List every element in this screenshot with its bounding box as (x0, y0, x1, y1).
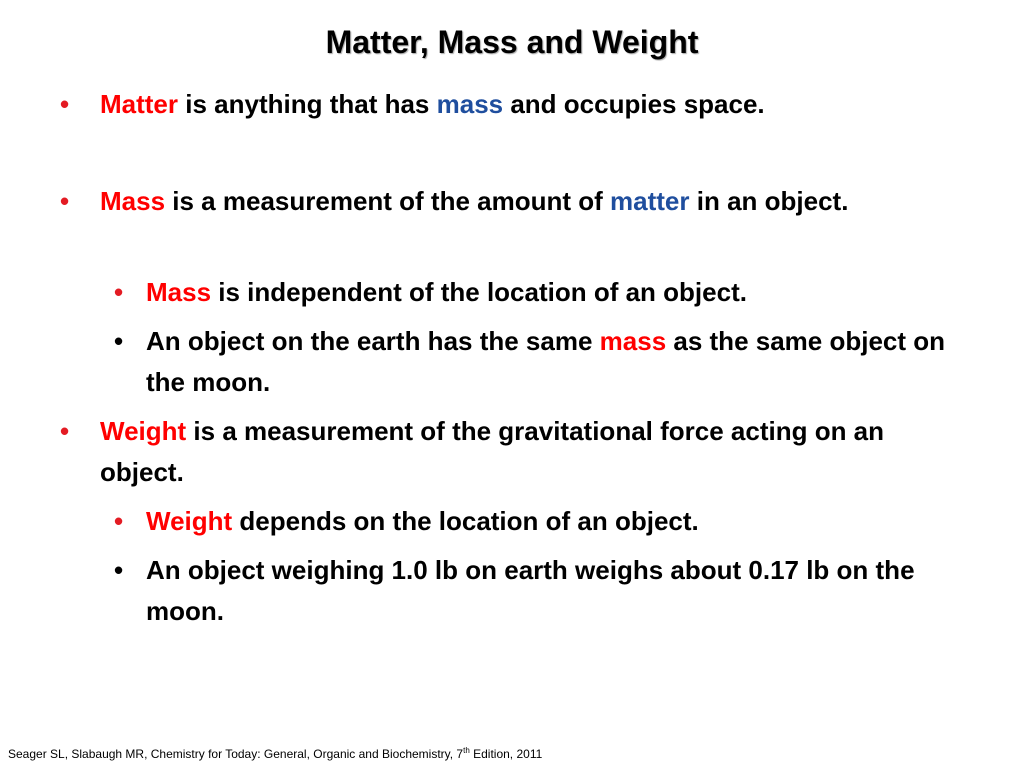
sub-bullet-weight-depends (114, 501, 966, 542)
bullet-mass (60, 181, 970, 222)
bullet-text: as the same object on the moon. (146, 326, 946, 397)
bullet-weight (60, 411, 970, 493)
term-mass: Mass (146, 277, 212, 307)
bullet-marker: • (60, 186, 70, 216)
keyword-matter: matter (610, 186, 690, 216)
term-mass: Mass (100, 186, 166, 216)
bullet-marker: • (114, 326, 124, 356)
bullet-marker: • (60, 89, 70, 119)
bullet-text: is anything that has (178, 89, 437, 119)
bullet-text: in an object. (689, 186, 849, 216)
bullet-marker: • (114, 555, 124, 585)
bullet-text: An object on the earth has the same (146, 326, 600, 356)
bullet-marker: • (60, 416, 70, 446)
bullet-text: is independent of the location of an object. (211, 277, 747, 307)
bullet-text: is a measurement of the amount of (165, 186, 611, 216)
bullet-text: depends on the location of an object. (232, 506, 699, 536)
bullet-text: and occupies space. (503, 89, 765, 119)
keyword-mass: mass (599, 326, 667, 356)
citation-footer (8, 744, 542, 764)
bullet-marker: • (114, 506, 124, 536)
bullet-text: An object weighing 1.0 lb on earth weighs about 0.17 lb on the moon. (146, 555, 915, 626)
bullet-text: is a measurement of the gravitational force acting on an object. (100, 416, 885, 487)
citation-superscript: th (463, 746, 470, 755)
slide-title: Matter, Mass and Weight (325, 24, 699, 60)
keyword-mass: mass (436, 89, 504, 119)
term-weight: Weight (100, 416, 187, 446)
bullet-marker: • (114, 277, 124, 307)
term-matter: Matter (100, 89, 179, 119)
sub-bullet-mass-example (114, 321, 966, 403)
citation-text: Seager SL, Slabaugh MR, Chemistry for Today: General, Organic and Biochemistry, 7 (8, 747, 464, 761)
bullet-matter (60, 84, 970, 125)
sub-bullet-mass-independent (114, 272, 966, 313)
sub-bullet-weight-example (114, 550, 966, 632)
citation-tail: Edition, 2011 (469, 747, 543, 761)
term-weight: Weight (146, 506, 233, 536)
